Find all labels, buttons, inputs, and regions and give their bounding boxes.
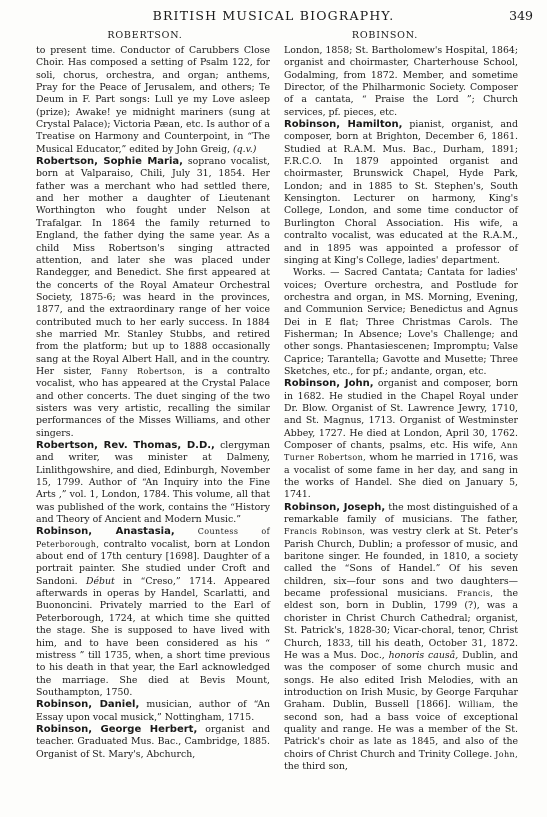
small-caps-name: William, (458, 700, 495, 710)
entry-text: the eldest son, born in Dublin, 1799 (?), was a chorister in Christ Church Cathedral; organist, St. Patrick's, 1828-30; Vicar-choral, tenor, Christ Church, 1833, till his death, October 31, 1872. He was a Mus. Doc., (284, 588, 518, 661)
running-title: BRITISH MUSICAL BIOGRAPHY. (152, 8, 395, 23)
entry-anastasia-robinson (36, 526, 270, 699)
italic-word: Début (85, 575, 115, 587)
entry-text: the most distinguished of a remarkable family of musicians. The father, (284, 501, 518, 526)
entry-daniel-robinson (36, 699, 270, 724)
entry-text: the second son, had a bass voice of exceptional quality and range. He was a member of the St. Patrick's choir as late as 1845, and also of the choirs of Christ Church and Trinity College. (284, 699, 518, 760)
entry-text: is a contralto vocalist, who has appeared at the Crystal Palace and other concerts. The duet singing of the two sisters was very artistic, recalling the similar performances of the Misses Williams, and other singers. (36, 365, 270, 439)
small-caps-name: Francis Robinson, (284, 527, 366, 537)
entry-headword: Robinson, John, (284, 378, 374, 390)
small-caps-title: Countess of Peterborough, (36, 527, 270, 549)
entry-thomas-robertson (36, 440, 270, 526)
entry-headword: Robertson, Rev. Thomas, D.D., (36, 440, 215, 451)
right-column (284, 45, 518, 773)
italic-phrase: honoris causâ, (388, 649, 459, 661)
small-caps-name: Francis, (457, 589, 494, 599)
entry-text: to present time. Conductor of Carubbers Close Choir. Has composed a setting of Psalm 122, for soli, chorus, orchestra, and organ; anthems, Pray for the Peace of Jerusalem, and others; Te Deum in F. Part songs: Lull ye my Love asleep (prize); Awake! ye midnight mariners (sung at Crystal Palace); Victoria Pæan, etc. Is author of a Treatise on Harmony and Counterpoint, in “The Musical Educator,” edited by John Greig, (36, 45, 270, 155)
entry-headword: Robinson, Daniel, (36, 699, 140, 711)
entry-joseph-robinson (284, 502, 518, 774)
small-caps-name: Ann Turner Robertson, (284, 441, 518, 463)
entry-headword: Robertson, Sophie Maria, (36, 156, 183, 168)
works-paragraph: Works. — Sacred Cantata; Cantata for ladies' voices; Overture orchestra, and Postlude for orchestra and organ, in MS. Morning, Evening, and Communion Service; Benedictus and Agnus Dei in E flat; Three Christmas Carols. The Fisherman; In Absence; Love's Challenge; and other songs. Phantasiescenen; Impromptu; Valse Caprice; Tarantella; Gavotte and Musette; Three Sketches, etc., for pf.; andante, organ, etc. (284, 267, 518, 377)
entry-headword: Robinson, Anastasia, (36, 526, 175, 538)
entry-text: organist and teacher. Graduated Mus. Bac., Cambridge, 1885. Organist of St. Mary's, Abchurch, (36, 723, 270, 760)
entry-text: whom he married in 1716, was a vocalist of some fame in her day, and sang in the works of Handel. She died on January 5, 1741. (284, 452, 519, 501)
entry-text: soprano vocalist, born at Valparaiso, Chili, July 31, 1854. Her father was a merchant who had settled there, and her mother a daughter of Lieutenant Worthington who fought under Nelson at Trafalgar. In 1864 the family returned to England, the father dying the same year. As a child Miss Robertson's singing attracted attention, and later she was placed under Randegger, and Benedict. She first appeared at the concerts of the Royal Amateur Orchestral Society, 1875-6; was heard in the provinces, 1877, and the extraordinary range of her voice contributed much to her early success. In 1884 she married Mr. Stanley Stubbs, and retired from the platform; but up to 1888 occasionally sang at the Royal Albert Hall, and in the country. Her sister, (36, 156, 271, 377)
small-caps-name: Fanny Robertson, (101, 366, 186, 376)
entry-john-robinson (284, 378, 518, 501)
entry-text: musician, author of “An Essay upon vocal musick,” Nottingham, 1715. (36, 699, 270, 723)
entry-text: was vestry clerk at St. Peter's Parish Church, Dublin; a professor of music, and baritone singer. He founded, in 1810, a society called the “Sons of Handel.” Of his seven children, six—four sons and two daughters—became professional musicians. (284, 526, 518, 600)
cross-reference: (q.v.) (233, 143, 257, 155)
entry-text: pianist, organist, and composer, born at Brighton, December 6, 1861. Studied at R.A.M. Mus. Bac., Durham, 1891; F.R.C.O. In 1879 appointed organist and choirmaster, Brunswick Chapel, Hyde Park, London; and in 1885 to St. Stephen's, South Kensington. Lecturer on harmony, King's College, London, and some time conductor of Burlington Choral Association. His wife, a contralto vocalist, was educated at the R.A.M., and in 1895 was appointed a professor of singing at King's College, ladies' department. (284, 119, 518, 266)
entry-text: organist and composer, born in 1682. He studied in the Chapel Royal under Dr. Blow. Organist of St. Lawrence Jewry, 1710, and St. Magnus, 1713. Organist of Westminster Abbey, 1727. He died at London, April 30, 1762. Composer of chants, psalms, etc. His wife, (284, 378, 518, 451)
continued-entry: London, 1858; St. Bartholomew's Hospital, 1864; organist and choirmaster, Charterhouse School, Godalming, from 1872. Member, and sometime Director, of the Philharmonic Society. Composer of a cantata, “ Praise the Lord ”; Church services, pf. pieces, etc. (284, 45, 518, 118)
entry-george-herbert-robinson (36, 724, 270, 761)
entry-text: clergyman and writer, was minister at Dalmeny, Linlithgowshire, and died, Edinburgh, November 15, 1799. Author of “An Inquiry into the Fine Arts ,” vol. 1, London, 1784. This volume, all that was published of the work, contains the “History and Theory of Ancient and Modern Music.” (36, 440, 270, 526)
left-column-heading: ROBERTSON. (107, 30, 183, 41)
entry-sophie-maria-robertson (36, 156, 270, 440)
entry-headword: Robinson, Joseph, (284, 501, 386, 513)
running-head (0, 6, 547, 28)
right-column-heading: ROBINSON. (351, 30, 419, 41)
entry-headword: Robinson, George Herbert, (36, 723, 198, 735)
entry-text: Dublin, and was the composer of some church music and songs. He also edited Irish Melodies, with an introduction on Irish Music, by George Farquhar Graham. Dublin, Bussell [1866]. (284, 649, 518, 711)
entry-hamilton-robinson (284, 119, 518, 267)
entry-headword: Robinson, Hamilton, (284, 119, 403, 131)
small-caps-name: John, (495, 749, 519, 759)
entry-text: the third son, (284, 760, 348, 772)
entry-text: contralto vocalist, born at London about end of 17th century [1698]. Daughter of a portrait painter. She studied under Croft and Sandoni. (36, 538, 270, 587)
continued-entry (36, 45, 270, 156)
entry-text: in “Creso,” 1714. Appeared afterwards in operas by Handel, Scarlatti, and Buononcini. Privately married to the Earl of Peterborough, 1724, at which time she quitted the stage. She is supposed to have lived with him, and to have been considered as his “ mistress ” till 1735, when, a short time previous to his death in that year, the Earl acknowledged the marriage. She died at Bevis Mount, Southampton, 1750. (36, 575, 271, 698)
left-column (36, 45, 270, 761)
page-number: 349 (509, 8, 533, 23)
